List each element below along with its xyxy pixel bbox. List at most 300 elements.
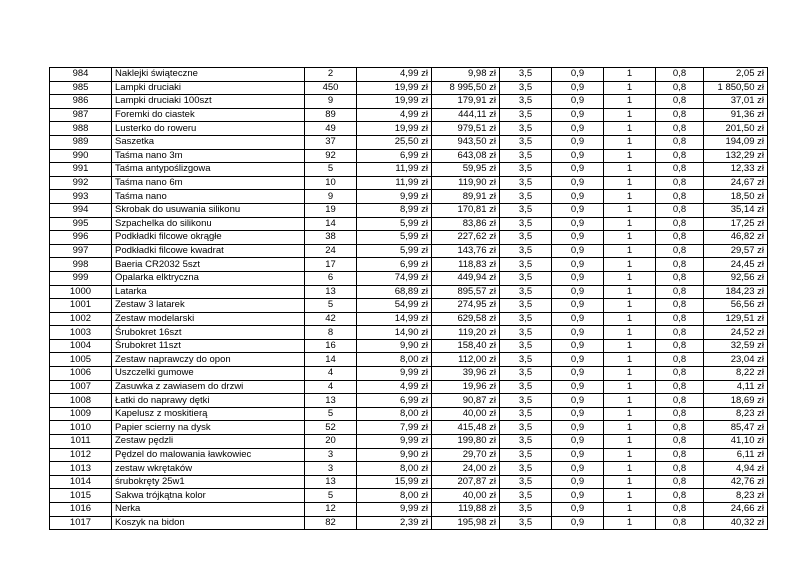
cell-unit-price: 7,99 zł	[357, 421, 432, 435]
cell-id: 1002	[50, 312, 112, 326]
cell-result: 37,01 zł	[704, 95, 768, 109]
cell-result: 24,52 zł	[704, 326, 768, 340]
cell-unit-price: 68,89 zł	[357, 285, 432, 299]
cell-result: 46,82 zł	[704, 231, 768, 245]
cell-total: 19,96 zł	[432, 380, 500, 394]
cell-factor-4: 0,8	[656, 271, 704, 285]
cell-unit-price: 14,90 zł	[357, 326, 432, 340]
cell-factor-4: 0,8	[656, 326, 704, 340]
cell-total: 943,50 zł	[432, 135, 500, 149]
cell-factor-4: 0,8	[656, 122, 704, 136]
cell-id: 1004	[50, 339, 112, 353]
table-row	[50, 258, 768, 272]
cell-factor-4: 0,8	[656, 285, 704, 299]
cell-factor-4: 0,8	[656, 380, 704, 394]
cell-factor-2: 0,9	[552, 394, 604, 408]
cell-factor-4: 0,8	[656, 149, 704, 163]
cell-result: 24,67 zł	[704, 176, 768, 190]
cell-factor-2: 0,9	[552, 380, 604, 394]
cell-factor-3: 1	[604, 462, 656, 476]
cell-quantity: 16	[305, 339, 357, 353]
cell-unit-price: 4,99 zł	[357, 108, 432, 122]
cell-unit-price: 74,99 zł	[357, 271, 432, 285]
cell-id: 997	[50, 244, 112, 258]
cell-factor-2: 0,9	[552, 326, 604, 340]
cell-result: 41,10 zł	[704, 435, 768, 449]
cell-factor-2: 0,9	[552, 217, 604, 231]
table-row	[50, 95, 768, 109]
cell-id: 999	[50, 271, 112, 285]
cell-id: 1003	[50, 326, 112, 340]
cell-unit-price: 6,99 zł	[357, 394, 432, 408]
cell-id: 988	[50, 122, 112, 136]
cell-factor-1: 3,5	[500, 95, 552, 109]
cell-factor-1: 3,5	[500, 176, 552, 190]
cell-id: 1006	[50, 367, 112, 381]
cell-factor-1: 3,5	[500, 68, 552, 82]
cell-factor-1: 3,5	[500, 149, 552, 163]
cell-total: 143,76 zł	[432, 244, 500, 258]
cell-factor-4: 0,8	[656, 489, 704, 503]
cell-factor-2: 0,9	[552, 353, 604, 367]
cell-factor-1: 3,5	[500, 462, 552, 476]
table-row	[50, 407, 768, 421]
cell-product-name: Taśma nano 6m	[112, 176, 305, 190]
cell-id: 1016	[50, 503, 112, 517]
cell-quantity: 92	[305, 149, 357, 163]
cell-result: 23,04 zł	[704, 353, 768, 367]
table-row	[50, 217, 768, 231]
cell-factor-2: 0,9	[552, 462, 604, 476]
cell-unit-price: 8,00 zł	[357, 489, 432, 503]
cell-factor-1: 3,5	[500, 231, 552, 245]
table-row	[50, 108, 768, 122]
cell-factor-3: 1	[604, 326, 656, 340]
cell-factor-2: 0,9	[552, 339, 604, 353]
cell-factor-2: 0,9	[552, 231, 604, 245]
table-row	[50, 353, 768, 367]
cell-total: 643,08 zł	[432, 149, 500, 163]
cell-quantity: 5	[305, 407, 357, 421]
cell-factor-4: 0,8	[656, 217, 704, 231]
cell-factor-4: 0,8	[656, 503, 704, 517]
cell-product-name: Lampki druciaki 100szt	[112, 95, 305, 109]
table-row	[50, 231, 768, 245]
cell-factor-2: 0,9	[552, 312, 604, 326]
cell-id: 990	[50, 149, 112, 163]
cell-factor-4: 0,8	[656, 258, 704, 272]
table-row	[50, 203, 768, 217]
cell-unit-price: 14,99 zł	[357, 312, 432, 326]
cell-total: 39,96 zł	[432, 367, 500, 381]
table-row	[50, 81, 768, 95]
cell-factor-3: 1	[604, 421, 656, 435]
cell-quantity: 37	[305, 135, 357, 149]
cell-result: 18,69 zł	[704, 394, 768, 408]
cell-factor-3: 1	[604, 475, 656, 489]
cell-factor-2: 0,9	[552, 190, 604, 204]
cell-factor-3: 1	[604, 448, 656, 462]
cell-total: 207,87 zł	[432, 475, 500, 489]
cell-id: 987	[50, 108, 112, 122]
cell-factor-1: 3,5	[500, 326, 552, 340]
cell-total: 449,94 zł	[432, 271, 500, 285]
cell-quantity: 20	[305, 435, 357, 449]
cell-product-name: zestaw wkrętaków	[112, 462, 305, 476]
table-row	[50, 503, 768, 517]
cell-factor-4: 0,8	[656, 163, 704, 177]
cell-quantity: 4	[305, 367, 357, 381]
cell-factor-2: 0,9	[552, 244, 604, 258]
cell-factor-1: 3,5	[500, 135, 552, 149]
cell-product-name: Saszetka	[112, 135, 305, 149]
cell-total: 40,00 zł	[432, 407, 500, 421]
cell-result: 17,25 zł	[704, 217, 768, 231]
cell-product-name: Baeria CR2032 5szt	[112, 258, 305, 272]
cell-factor-1: 3,5	[500, 271, 552, 285]
cell-factor-3: 1	[604, 108, 656, 122]
cell-factor-1: 3,5	[500, 122, 552, 136]
cell-id: 1013	[50, 462, 112, 476]
cell-result: 42,76 zł	[704, 475, 768, 489]
cell-product-name: Szpachelka do silikonu	[112, 217, 305, 231]
cell-product-name: Zestaw pędzli	[112, 435, 305, 449]
cell-result: 1 850,50 zł	[704, 81, 768, 95]
cell-factor-3: 1	[604, 271, 656, 285]
cell-factor-4: 0,8	[656, 135, 704, 149]
cell-factor-3: 1	[604, 285, 656, 299]
cell-factor-3: 1	[604, 68, 656, 82]
cell-factor-4: 0,8	[656, 203, 704, 217]
cell-factor-2: 0,9	[552, 135, 604, 149]
cell-factor-4: 0,8	[656, 68, 704, 82]
cell-factor-1: 3,5	[500, 190, 552, 204]
cell-product-name: Zasuwka z zawiasem do drzwi	[112, 380, 305, 394]
cell-result: 2,05 zł	[704, 68, 768, 82]
cell-total: 89,91 zł	[432, 190, 500, 204]
cell-factor-3: 1	[604, 95, 656, 109]
cell-product-name: Śrubokret 11szt	[112, 339, 305, 353]
cell-factor-1: 3,5	[500, 108, 552, 122]
cell-factor-2: 0,9	[552, 163, 604, 177]
cell-quantity: 10	[305, 176, 357, 190]
cell-id: 1007	[50, 380, 112, 394]
cell-factor-3: 1	[604, 81, 656, 95]
cell-factor-1: 3,5	[500, 516, 552, 530]
cell-factor-3: 1	[604, 231, 656, 245]
cell-unit-price: 6,99 zł	[357, 149, 432, 163]
cell-factor-3: 1	[604, 203, 656, 217]
cell-product-name: Łatki do naprawy dętki	[112, 394, 305, 408]
cell-quantity: 14	[305, 353, 357, 367]
cell-result: 4,11 zł	[704, 380, 768, 394]
cell-factor-1: 3,5	[500, 448, 552, 462]
cell-product-name: Pędzel do malowania ławkowiec	[112, 448, 305, 462]
cell-factor-4: 0,8	[656, 95, 704, 109]
table-row	[50, 516, 768, 530]
cell-quantity: 13	[305, 394, 357, 408]
cell-quantity: 42	[305, 312, 357, 326]
cell-result: 184,23 zł	[704, 285, 768, 299]
cell-id: 992	[50, 176, 112, 190]
cell-result: 40,32 zł	[704, 516, 768, 530]
cell-total: 158,40 zł	[432, 339, 500, 353]
cell-product-name: Podkładki filcowe kwadrat	[112, 244, 305, 258]
cell-total: 119,88 zł	[432, 503, 500, 517]
cell-factor-3: 1	[604, 380, 656, 394]
cell-id: 986	[50, 95, 112, 109]
cell-product-name: Zestaw naprawczy do opon	[112, 353, 305, 367]
cell-id: 1011	[50, 435, 112, 449]
cell-unit-price: 54,99 zł	[357, 299, 432, 313]
cell-factor-4: 0,8	[656, 231, 704, 245]
cell-factor-2: 0,9	[552, 81, 604, 95]
cell-factor-4: 0,8	[656, 108, 704, 122]
cell-quantity: 5	[305, 299, 357, 313]
cell-factor-3: 1	[604, 244, 656, 258]
cell-quantity: 13	[305, 475, 357, 489]
cell-quantity: 3	[305, 448, 357, 462]
cell-product-name: Uszczelki gumowe	[112, 367, 305, 381]
cell-product-name: Taśma antypoślizgowa	[112, 163, 305, 177]
cell-factor-4: 0,8	[656, 176, 704, 190]
cell-total: 112,00 zł	[432, 353, 500, 367]
cell-factor-2: 0,9	[552, 421, 604, 435]
cell-result: 32,59 zł	[704, 339, 768, 353]
cell-id: 994	[50, 203, 112, 217]
cell-id: 1005	[50, 353, 112, 367]
cell-quantity: 9	[305, 95, 357, 109]
cell-factor-3: 1	[604, 516, 656, 530]
cell-factor-3: 1	[604, 299, 656, 313]
cell-quantity: 450	[305, 81, 357, 95]
spreadsheet-page	[49, 67, 767, 530]
cell-id: 991	[50, 163, 112, 177]
cell-product-name: Taśma nano 3m	[112, 149, 305, 163]
cell-unit-price: 15,99 zł	[357, 475, 432, 489]
cell-factor-3: 1	[604, 353, 656, 367]
product-table	[49, 67, 768, 530]
cell-result: 8,22 zł	[704, 367, 768, 381]
cell-total: 40,00 zł	[432, 489, 500, 503]
cell-id: 998	[50, 258, 112, 272]
cell-id: 1012	[50, 448, 112, 462]
table-row	[50, 339, 768, 353]
cell-result: 91,36 zł	[704, 108, 768, 122]
cell-factor-4: 0,8	[656, 435, 704, 449]
cell-total: 119,90 zł	[432, 176, 500, 190]
cell-id: 1008	[50, 394, 112, 408]
cell-quantity: 38	[305, 231, 357, 245]
table-row	[50, 149, 768, 163]
cell-factor-1: 3,5	[500, 285, 552, 299]
cell-unit-price: 2,39 zł	[357, 516, 432, 530]
cell-result: 6,11 zł	[704, 448, 768, 462]
cell-total: 8 995,50 zł	[432, 81, 500, 95]
cell-unit-price: 8,00 zł	[357, 407, 432, 421]
cell-factor-4: 0,8	[656, 339, 704, 353]
cell-factor-1: 3,5	[500, 312, 552, 326]
cell-factor-1: 3,5	[500, 421, 552, 435]
cell-factor-2: 0,9	[552, 516, 604, 530]
cell-total: 170,81 zł	[432, 203, 500, 217]
cell-unit-price: 25,50 zł	[357, 135, 432, 149]
cell-factor-1: 3,5	[500, 217, 552, 231]
cell-id: 1000	[50, 285, 112, 299]
table-row	[50, 135, 768, 149]
table-row	[50, 475, 768, 489]
cell-factor-2: 0,9	[552, 258, 604, 272]
table-row	[50, 421, 768, 435]
cell-factor-3: 1	[604, 258, 656, 272]
cell-factor-4: 0,8	[656, 299, 704, 313]
cell-factor-2: 0,9	[552, 448, 604, 462]
cell-quantity: 19	[305, 203, 357, 217]
cell-unit-price: 5,99 zł	[357, 231, 432, 245]
cell-factor-3: 1	[604, 217, 656, 231]
cell-quantity: 12	[305, 503, 357, 517]
cell-factor-3: 1	[604, 489, 656, 503]
cell-total: 199,80 zł	[432, 435, 500, 449]
cell-product-name: Zestaw 3 latarek	[112, 299, 305, 313]
cell-factor-3: 1	[604, 394, 656, 408]
cell-quantity: 5	[305, 163, 357, 177]
cell-factor-4: 0,8	[656, 516, 704, 530]
table-row	[50, 163, 768, 177]
cell-factor-1: 3,5	[500, 81, 552, 95]
cell-result: 194,09 zł	[704, 135, 768, 149]
cell-factor-3: 1	[604, 407, 656, 421]
cell-unit-price: 9,99 zł	[357, 367, 432, 381]
cell-product-name: śrubokręty 25w1	[112, 475, 305, 489]
cell-total: 895,57 zł	[432, 285, 500, 299]
cell-factor-2: 0,9	[552, 149, 604, 163]
cell-total: 179,91 zł	[432, 95, 500, 109]
table-row	[50, 312, 768, 326]
cell-factor-4: 0,8	[656, 190, 704, 204]
cell-product-name: Kapelusz z moskitierą	[112, 407, 305, 421]
table-body	[50, 68, 768, 530]
table-row	[50, 394, 768, 408]
cell-result: 29,57 zł	[704, 244, 768, 258]
cell-result: 12,33 zł	[704, 163, 768, 177]
cell-factor-3: 1	[604, 176, 656, 190]
cell-product-name: Papier scierny na dysk	[112, 421, 305, 435]
cell-factor-2: 0,9	[552, 122, 604, 136]
cell-quantity: 13	[305, 285, 357, 299]
cell-factor-4: 0,8	[656, 353, 704, 367]
cell-factor-1: 3,5	[500, 163, 552, 177]
cell-unit-price: 4,99 zł	[357, 380, 432, 394]
cell-result: 8,23 zł	[704, 407, 768, 421]
cell-factor-1: 3,5	[500, 367, 552, 381]
cell-total: 24,00 zł	[432, 462, 500, 476]
cell-factor-3: 1	[604, 149, 656, 163]
cell-factor-1: 3,5	[500, 489, 552, 503]
cell-quantity: 4	[305, 380, 357, 394]
table-row	[50, 367, 768, 381]
cell-quantity: 49	[305, 122, 357, 136]
table-row	[50, 122, 768, 136]
table-row	[50, 435, 768, 449]
cell-factor-2: 0,9	[552, 176, 604, 190]
cell-factor-4: 0,8	[656, 421, 704, 435]
cell-result: 92,56 zł	[704, 271, 768, 285]
cell-quantity: 6	[305, 271, 357, 285]
cell-total: 83,86 zł	[432, 217, 500, 231]
cell-factor-1: 3,5	[500, 380, 552, 394]
table-row	[50, 448, 768, 462]
cell-factor-3: 1	[604, 503, 656, 517]
cell-quantity: 17	[305, 258, 357, 272]
table-row	[50, 299, 768, 313]
cell-factor-3: 1	[604, 122, 656, 136]
cell-unit-price: 19,99 zł	[357, 95, 432, 109]
cell-factor-1: 3,5	[500, 353, 552, 367]
cell-result: 129,51 zł	[704, 312, 768, 326]
cell-factor-1: 3,5	[500, 394, 552, 408]
cell-product-name: Śrubokret 16szt	[112, 326, 305, 340]
cell-product-name: Foremki do ciastek	[112, 108, 305, 122]
cell-factor-4: 0,8	[656, 394, 704, 408]
cell-id: 996	[50, 231, 112, 245]
cell-factor-2: 0,9	[552, 203, 604, 217]
table-row	[50, 380, 768, 394]
cell-factor-3: 1	[604, 339, 656, 353]
cell-factor-4: 0,8	[656, 448, 704, 462]
cell-unit-price: 4,99 zł	[357, 68, 432, 82]
cell-result: 35,14 zł	[704, 203, 768, 217]
cell-quantity: 8	[305, 326, 357, 340]
cell-factor-2: 0,9	[552, 285, 604, 299]
cell-id: 1015	[50, 489, 112, 503]
cell-factor-4: 0,8	[656, 475, 704, 489]
cell-result: 8,23 zł	[704, 489, 768, 503]
cell-id: 989	[50, 135, 112, 149]
cell-total: 9,98 zł	[432, 68, 500, 82]
cell-unit-price: 9,99 zł	[357, 503, 432, 517]
cell-factor-1: 3,5	[500, 435, 552, 449]
cell-total: 90,87 zł	[432, 394, 500, 408]
cell-id: 1014	[50, 475, 112, 489]
cell-quantity: 24	[305, 244, 357, 258]
cell-factor-3: 1	[604, 435, 656, 449]
cell-unit-price: 6,99 zł	[357, 258, 432, 272]
table-row	[50, 271, 768, 285]
cell-product-name: Lampki druciaki	[112, 81, 305, 95]
cell-quantity: 82	[305, 516, 357, 530]
cell-id: 993	[50, 190, 112, 204]
cell-quantity: 14	[305, 217, 357, 231]
cell-factor-1: 3,5	[500, 299, 552, 313]
cell-total: 629,58 zł	[432, 312, 500, 326]
cell-factor-2: 0,9	[552, 407, 604, 421]
cell-unit-price: 9,99 zł	[357, 435, 432, 449]
cell-unit-price: 11,99 zł	[357, 163, 432, 177]
table-row	[50, 176, 768, 190]
cell-product-name: Latarka	[112, 285, 305, 299]
cell-product-name: Nerka	[112, 503, 305, 517]
cell-factor-2: 0,9	[552, 489, 604, 503]
cell-total: 444,11 zł	[432, 108, 500, 122]
cell-id: 984	[50, 68, 112, 82]
cell-quantity: 52	[305, 421, 357, 435]
cell-product-name: Podkładki filcowe okrągłe	[112, 231, 305, 245]
cell-factor-3: 1	[604, 190, 656, 204]
cell-total: 195,98 zł	[432, 516, 500, 530]
cell-quantity: 3	[305, 462, 357, 476]
cell-quantity: 89	[305, 108, 357, 122]
